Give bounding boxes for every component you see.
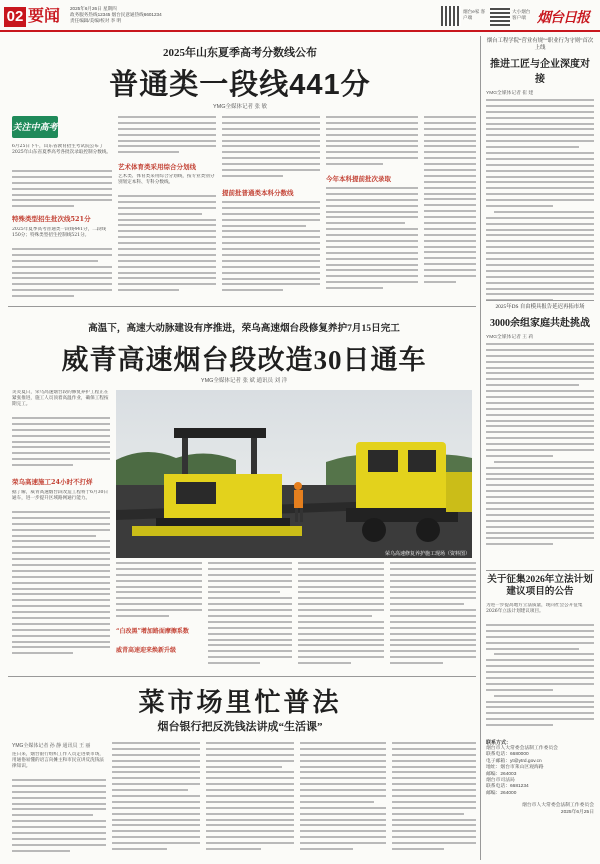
badge-label: 关注中高考 [12, 122, 58, 132]
divider [486, 570, 594, 571]
text-block [206, 742, 294, 860]
highway-subhead-2: “白改黑”增加路面摩擦系数 [116, 628, 189, 635]
gaokao-subhead-1: 特殊类型招生批次线521分 [12, 215, 91, 223]
masthead [0, 0, 600, 30]
highway-subhead-1: 荣乌高速施工24小时不打烊 [12, 478, 93, 486]
highway-para-2: 据了解，威青高速烟台段改造工程将于6月30日通车，进一步提升区域路网通行能力。 [12, 490, 109, 502]
qr1-label: 烟台e家 客户端 [463, 9, 486, 20]
highway-photo [116, 390, 472, 558]
text-block [326, 187, 418, 303]
highway-kicker: 高温下，高速大动脉建设有序推进，荣乌高速烟台段修复养护7月15日完工 [88, 323, 400, 334]
highway-byline: YMG全媒体记者 张 斌 通讯员 刘 洋 [200, 378, 288, 384]
sidebar-story1-headline: 推进工匠与企业深度对接 [490, 59, 590, 85]
highway-headline: 威青高速烟台段改造30日通车 [61, 345, 427, 375]
sidebar-rule [480, 36, 481, 860]
gaokao-subhead-2: 艺术体育类采用综合分划线 [118, 163, 196, 171]
notice-date: 2025年6月25日 [560, 810, 594, 816]
divider [8, 306, 476, 307]
market-byline: YMG全媒体记者 孙 静 通讯员 王 丽 [12, 743, 91, 749]
hotline-line: 政务服务热线12345 烟台民意通热线6601234 [70, 12, 162, 18]
sidebar-story1-byline: YMG全媒体记者 崔 建 [486, 91, 534, 96]
contact-line: 地址：烟台市莱山区观海路 [486, 765, 544, 771]
contact-line: 邮编：264000 [486, 790, 517, 796]
paper-logo: 烟台日报 [537, 11, 589, 26]
text-block [12, 779, 106, 859]
contact-line: 邮编：264003 [486, 771, 517, 777]
gaokao-para-1: 6月25日下午，山东省教育招生考试院公布了2025年山东省夏季高考各批次录取控制分数线。 [12, 144, 111, 156]
qr-code-2[interactable] [490, 6, 510, 26]
text-block [392, 742, 476, 860]
contact-label: 联系方式： [486, 740, 512, 746]
divider [8, 676, 476, 677]
text-block [116, 562, 202, 624]
text-block [424, 116, 476, 304]
text-block [222, 201, 320, 305]
text-block [486, 624, 594, 736]
notice-headline: 关于征集2026年立法计划建议项目的公告 [487, 574, 593, 597]
gaokao-headline: 普通类一段线441分 [109, 69, 371, 101]
text-block [486, 99, 594, 321]
text-block [12, 170, 112, 212]
text-block [326, 116, 418, 172]
gaokao-para-2: 2025年夏季高考普通类一段线441分，二段线150分；特殊类型招生控制线521分。 [12, 227, 106, 239]
qr2-label: 大小烟台 客户端 [512, 9, 531, 20]
highway-subhead-3: 威青高速迎来焕新升级 [116, 647, 177, 654]
text-block [118, 195, 216, 305]
contact-list [486, 746, 594, 797]
qr-code-1[interactable] [441, 6, 461, 26]
page-number: 02 [6, 8, 24, 25]
text-block [12, 248, 112, 306]
text-block [112, 742, 200, 860]
text-block [118, 116, 216, 160]
text-block [12, 511, 110, 671]
gaokao-subhead-3: 提前批普通类本科分数线 [222, 189, 294, 197]
text-block [486, 343, 594, 565]
text-block [222, 116, 320, 186]
notice-body: 为进一步提高地方立法质量，现向社会公开征集2026年立法计划建议项目。 [486, 603, 583, 615]
contact-line: 联系电话：6680000 [486, 752, 529, 758]
highway-para-1: 炎炎夏日，荣乌高速烟台段的修复养护工程正在紧张推进，施工人员顶着高温作业，确保工程按期完工。 [12, 390, 109, 408]
divider [486, 300, 594, 301]
market-headline: 菜市场里忙普法 [138, 688, 342, 717]
sidebar-story2-byline: YMG全媒体记者 王 莉 [486, 335, 534, 340]
contact-line: 烟台市司法局 [486, 778, 515, 784]
gaokao-byline: YMG全媒体记者 张 敏 [212, 104, 268, 110]
notice-box [486, 574, 594, 860]
contact-line: 联系电话：6681234 [486, 784, 529, 790]
market-para-1: 连日来，烟台银行组织工作人员走进菜市场，用通俗易懂的语言向摊主和市民宣讲反洗钱法律知识。 [12, 752, 104, 770]
page-number-tab [4, 7, 26, 27]
text-block [208, 562, 292, 672]
text-block [298, 562, 384, 672]
highway-photo-caption: 荣乌高速修复养护施工现场（资料图） [384, 551, 470, 557]
sidebar-story1-kicker: 烟台工程学院“营业有规”“职业行为守则”首次上线 [486, 38, 594, 51]
gaokao-kicker: 2025年山东夏季高考分数线公布 [163, 47, 317, 59]
text-block [390, 562, 476, 672]
gaokao-para-3: 艺术类、体育类采用综合分划线，按专业类别分别划定本科、专科分数线。 [118, 174, 215, 186]
date-line: 2025年6月26日 星期四 [70, 6, 117, 11]
gaokao-badge [12, 116, 58, 138]
text-block [300, 742, 386, 860]
gaokao-subhead-4: 今年本科提前批次录取 [326, 175, 391, 183]
sidebar-story2-headline: 3000余组家庭共赴挑战 [490, 318, 590, 329]
paving-machine-illustration [116, 390, 472, 558]
section-title: 要闻 [28, 8, 61, 25]
text-block [12, 417, 110, 475]
notice-sign: 烟台市人大常委会法制工作委员会 [522, 803, 594, 809]
contact-line: 电子邮箱：yt@ytrd.gov.cn [486, 758, 542, 764]
contact-line: 烟台市人大常委会法制工作委员会 [486, 746, 558, 751]
market-subhead: 烟台银行把反洗钱法讲成“生活课” [157, 721, 323, 733]
editor-line: 责任编辑/美编/校对 李 明 [70, 18, 122, 24]
sidebar-story2-kicker: 2025年DS 自由模具报告延迟再拓市场 [495, 304, 585, 310]
